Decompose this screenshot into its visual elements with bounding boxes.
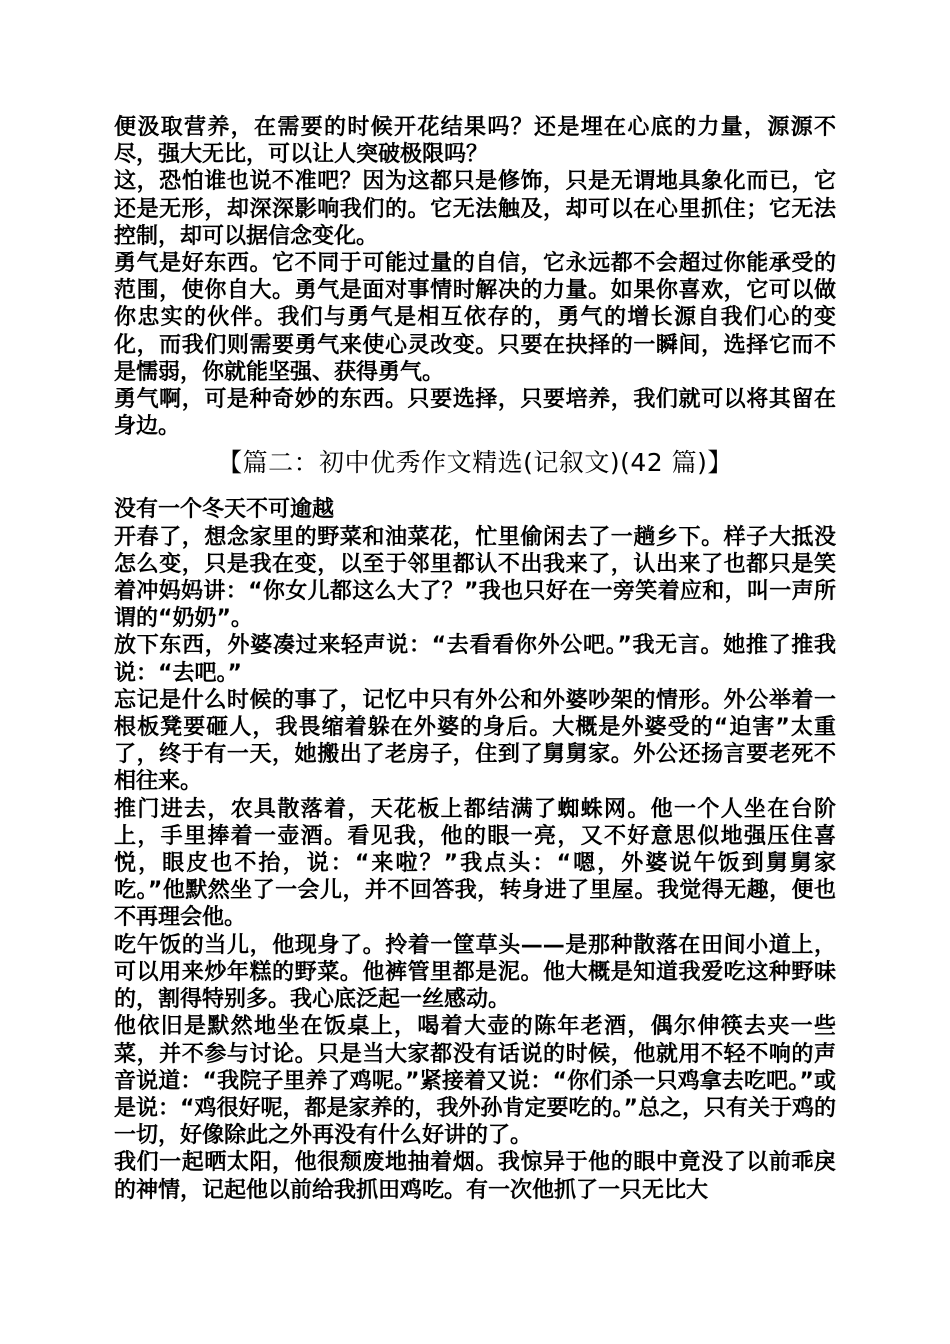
paragraph: 我们一起晒太阳，他很颓废地抽着烟。我惊异于他的眼中竟没了以前乖戾的神情，记起他以前给我抓田鸡吃。有一次他抓了一只无比大 (114, 1150, 836, 1203)
paragraph: 忘记是什么时候的事了，记忆中只有外公和外婆吵架的情形。外公举着一根板凳要砸人，我畏缩着躲在外婆的身后。大概是外婆受的“迫害”太重了，终于有一天，她搬出了老房子，住到了舅舅家。外公还扬言要老死不相往来。 (114, 687, 836, 795)
paragraph: 开春了，想念家里的野菜和油菜花，忙里偷闲去了一趟乡下。样子大抵没怎么变，只是我在变，以至于邻里都认不出我来了，认出来了也都只是笑着冲妈妈讲：“你女儿都这么大了？”我也只好在一旁笑着应和，叫一声所谓的“奶奶”。 (114, 524, 836, 632)
paragraph: 这，恐怕谁也说不准吧？因为这都只是修饰，只是无谓地具象化而已，它还是无形，却深深影响我们的。它无法触及，却可以在心里抓住；它无法控制，却可以据信念变化。 (114, 169, 836, 249)
section-heading: 【篇二：初中优秀作文精选(记叙文)(42 篇)】 (217, 448, 733, 478)
essay-title: 没有一个冬天不可逾越 (114, 497, 335, 523)
paragraph: 勇气啊，可是种奇妙的东西。只要选择，只要培养，我们就可以将其留在身边。 (114, 387, 836, 440)
paragraph: 便汲取营养，在需要的时候开花结果吗？还是埋在心底的力量，源源不尽，强大无比，可以让人突破极限吗？ (114, 115, 836, 168)
paragraph: 他依旧是默然地坐在饭桌上，喝着大壶的陈年老酒，偶尔伸筷去夹一些菜，并不参与讨论。只是当大家都没有话说的时候，他就用不轻不响的声音说道：“我院子里养了鸡呢。”紧接着又说：“你们杀一只鸡拿去吃吧。”或是说：“鸡很好呢，都是家养的，我外孙肯定要吃的。”总之，只有关于鸡的一切，好像除此之外再没有什么好讲的了。 (114, 1014, 836, 1149)
paragraph: 放下东西，外婆凑过来轻声说：“去看看你外公吧。”我无言。她推了推我说：“去吧。” (114, 633, 836, 686)
document-page (114, 114, 836, 1204)
paragraph: 推门进去，农具散落着，天花板上都结满了蜘蛛网。他一个人坐在台阶上，手里捧着一壶酒。看见我，他的眼一亮，又不好意思似地强压住喜悦，眼皮也不抬，说：“来啦？”我点头：“嗯，外婆说午饭到舅舅家吃。”他默然坐了一会儿，并不回答我，转身进了里屋。我觉得无趣，便也不再理会他。 (114, 796, 836, 931)
paragraph: 勇气是好东西。它不同于可能过量的自信，它永远都不会超过你能承受的范围，使你自大。勇气是面对事情时解决的力量。如果你喜欢，它可以做你忠实的伙伴。我们与勇气是相互依存的，勇气的增长源自我们心的变化，而我们则需要勇气来使心灵改变。只要在抉择的一瞬间，选择它而不是懦弱，你就能坚强、获得勇气。 (114, 251, 836, 385)
paragraph: 吃午饭的当儿，他现身了。拎着一筐草头——是那种散落在田间小道上，可以用来炒年糕的野菜。他裤管里都是泥。他大概是知道我爱吃这种野味的，割得特别多。我心底泛起一丝感动。 (114, 932, 836, 1013)
